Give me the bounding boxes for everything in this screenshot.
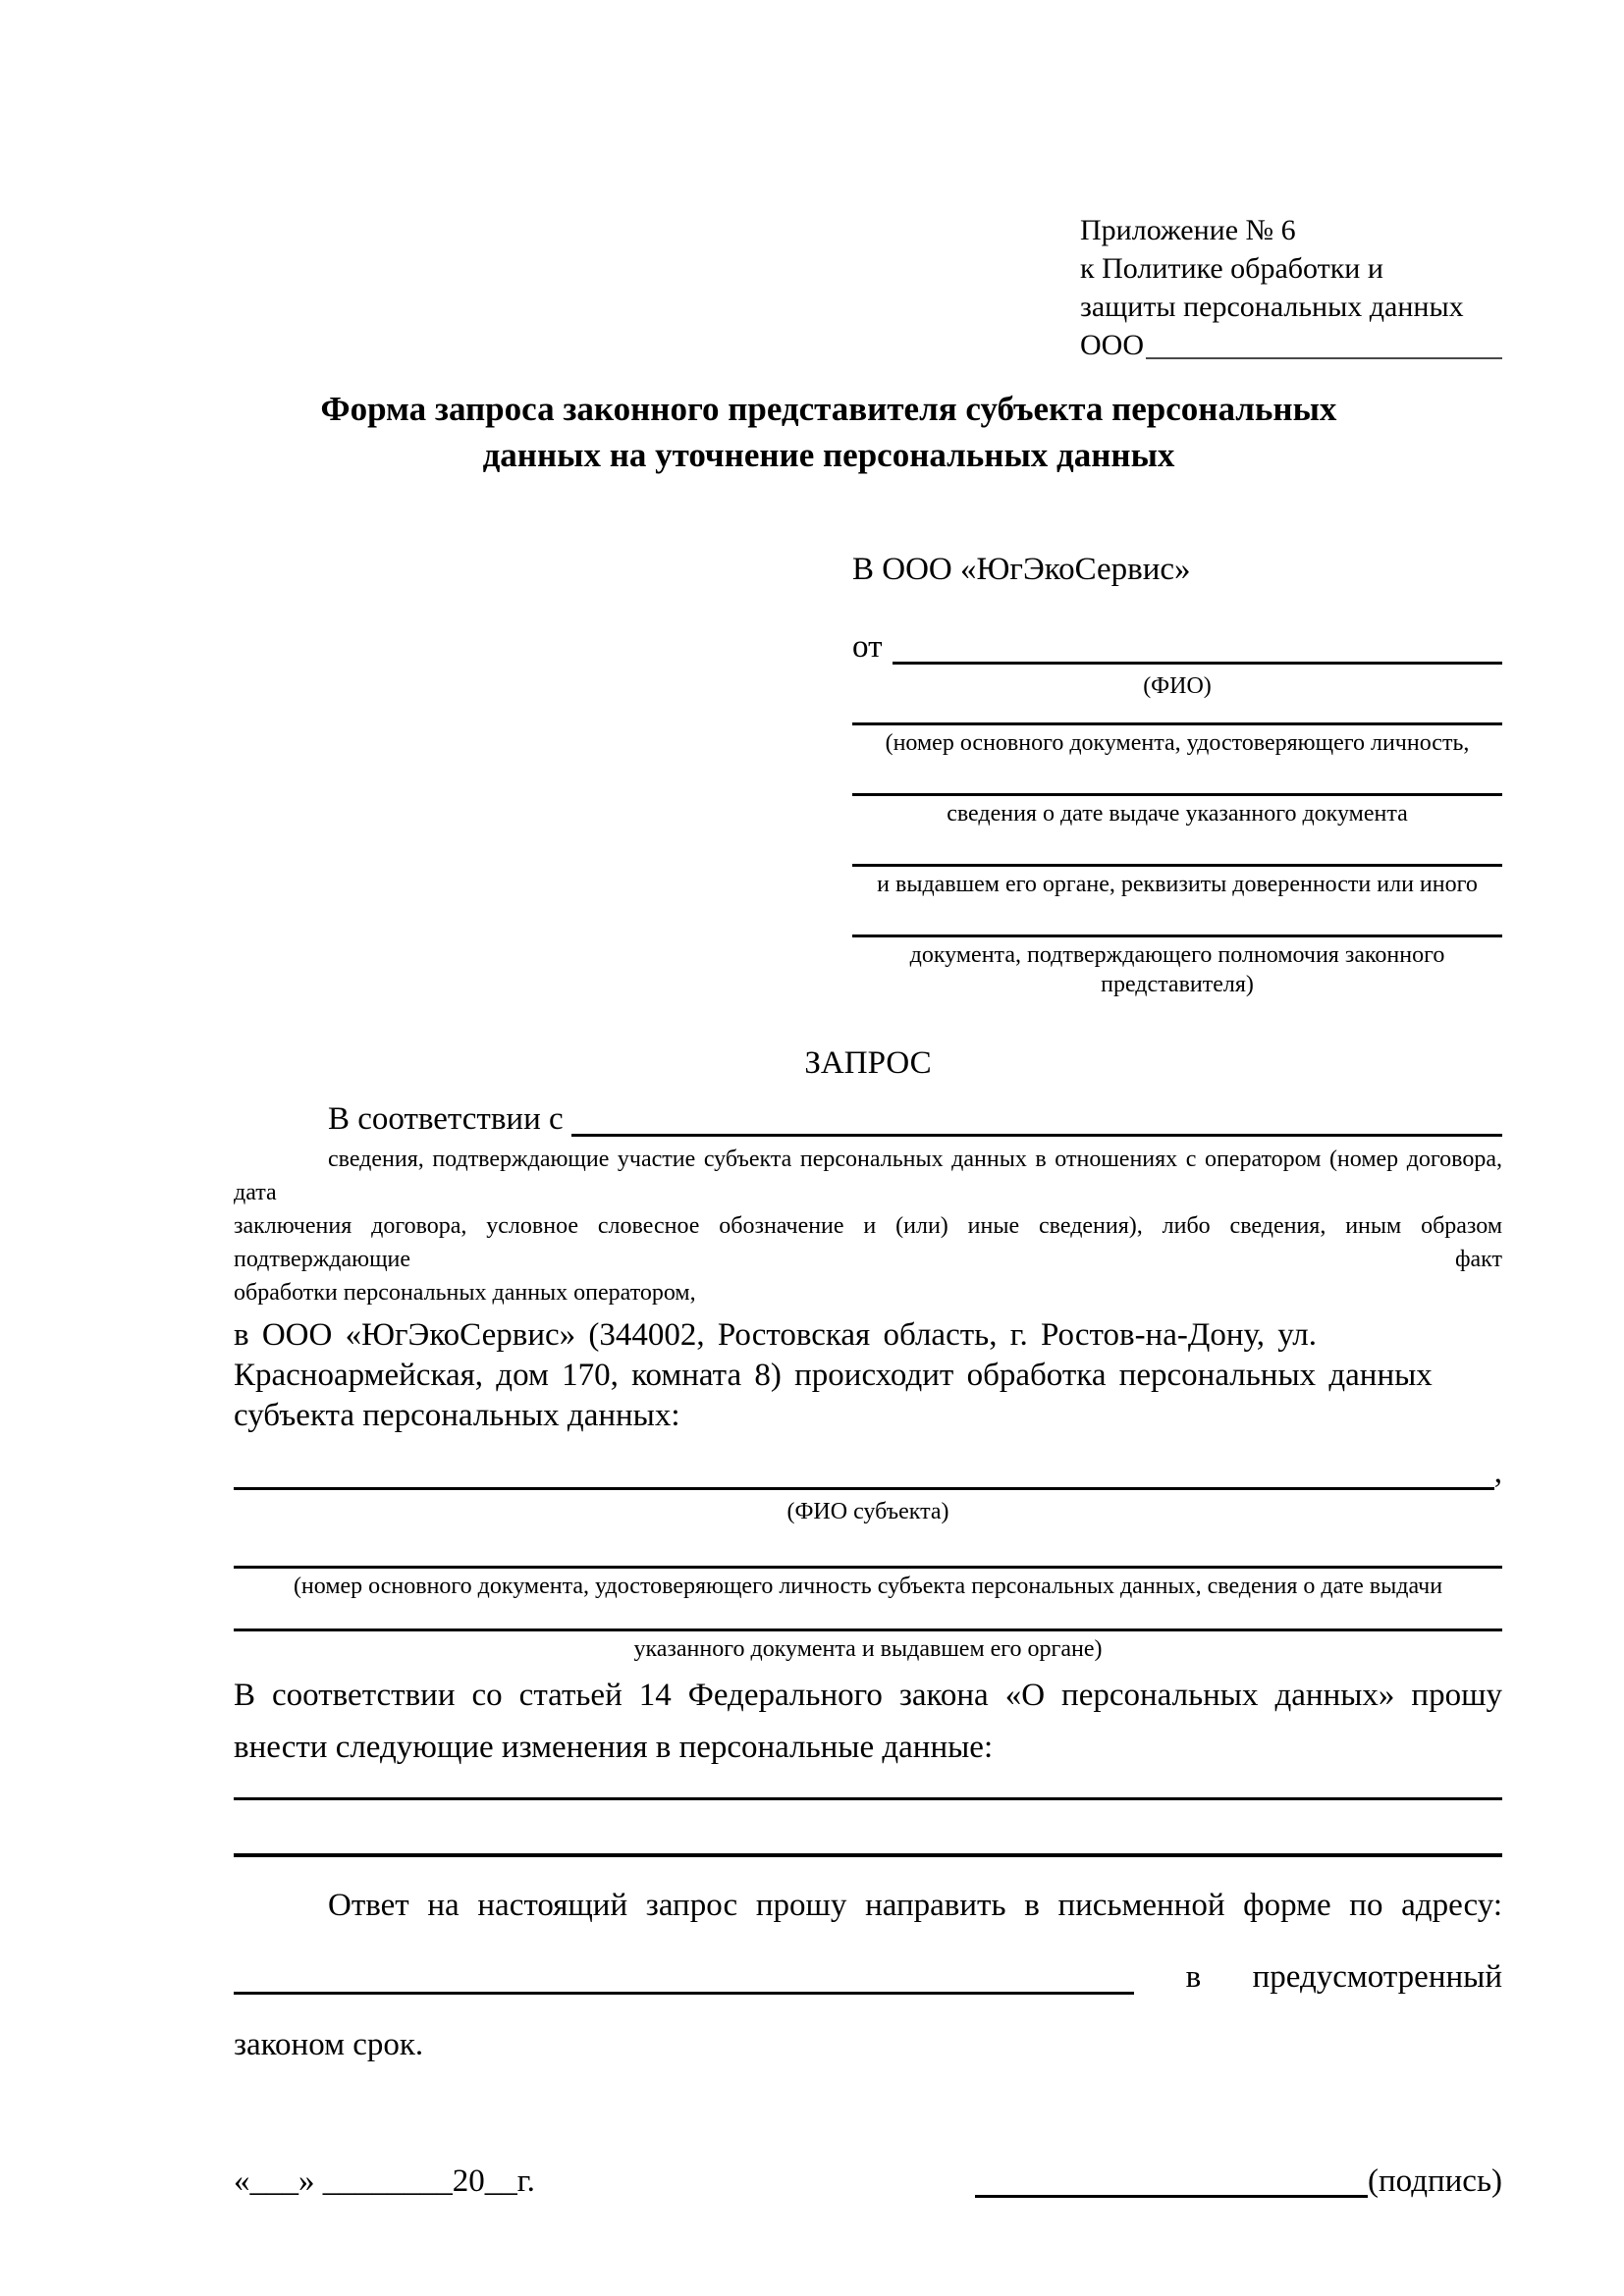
intro-blank-line (571, 1134, 1502, 1137)
appendix-block (1080, 211, 1502, 364)
request-heading: ЗАПРОС (804, 1045, 932, 1081)
fio-caption: (ФИО) (1143, 673, 1212, 699)
subject-fio-row (234, 1452, 1502, 1494)
signature-area (975, 2161, 1502, 2203)
date-blank-line: «___» ________20__г. (234, 2163, 535, 2199)
representative-doc-field-4 (852, 934, 1502, 999)
footnote-line: заключения договора, условное словесное обозначение и (или) иные сведения), либо сведения, иным образом подтверждающие факт (234, 1213, 1502, 1272)
field-blank-line (234, 1566, 1502, 1569)
from-row (852, 626, 1502, 668)
amendment-paragraph (234, 1670, 1502, 1774)
field-blank-line (234, 1629, 1502, 1631)
field-blank-line (852, 864, 1502, 867)
signature-caption: (подпись) (1368, 2163, 1502, 2199)
intro-row (234, 1098, 1502, 1141)
operator-paragraph-line: Красноармейская, дом 170, комната 8) происходит обработка персональных данных (234, 1358, 1433, 1393)
operator-paragraph (234, 1315, 1502, 1436)
representative-doc-field-1 (852, 722, 1502, 758)
date-signature-row (234, 2161, 1502, 2203)
amendment-paragraph-line: внести следующие изменения в персональные данные: (234, 1730, 994, 1765)
field-caption: сведения о дате выдаче указанного документа (947, 801, 1408, 827)
company-prefix-label: ООО (1080, 329, 1144, 361)
addressee-organization: В ООО «ЮгЭкоСервис» (852, 552, 1191, 587)
footnote-line: сведения, подтверждающие участие субъекта персональных данных в отношениях с оператором (номер договора, дата (234, 1147, 1502, 1205)
company-name-blank-line (1146, 357, 1502, 359)
field-caption: и выдавшем его органе, реквизиты доверенности или иного (877, 872, 1478, 897)
operator-paragraph-line: субъекта персональных данных: (234, 1398, 680, 1433)
reply-word-provided: предусмотренный (1252, 1959, 1502, 1995)
signature-blank-line (975, 2195, 1368, 2198)
intro-prefix: В соответствии с (328, 1101, 564, 1137)
appendix-policy-line2: защиты персональных данных (1080, 291, 1464, 323)
reply-line1: Ответ на настоящий запрос прошу направить в письменной форме по адресу: (328, 1888, 1502, 1923)
subject-fio-blank-line (234, 1487, 1494, 1490)
document-title (234, 386, 1502, 478)
field-blank-line (852, 722, 1502, 725)
representative-doc-field-3 (852, 864, 1502, 899)
footnote-line: обработки персональных данных оператором, (234, 1280, 696, 1306)
appendix-policy-line1: к Политике обработки и (1080, 252, 1383, 285)
field-caption: документа, подтверждающего полномочия законного представителя) (909, 942, 1445, 997)
document-title-line2: данных на уточнение персональных данных (482, 436, 1175, 474)
company-name-row (1080, 326, 1502, 364)
from-label: от (852, 629, 883, 665)
reply-address-row (234, 1956, 1502, 1999)
subject-comma: , (1493, 1455, 1502, 1490)
operator-paragraph-line: в ООО «ЮгЭкоСервис» (344002, Ростовская область, г. Ростов-на-Дону, ул. (234, 1317, 1317, 1353)
field-caption: указанного документа и выдавшем его органе) (633, 1636, 1103, 1662)
changes-blank-line-2 (234, 1853, 1502, 1857)
reply-line3: законом срок. (234, 2027, 424, 2062)
subject-doc-field-2 (234, 1629, 1502, 1664)
reply-paragraph (234, 1885, 1502, 2066)
subject-fio-caption: (ФИО субъекта) (786, 1499, 949, 1524)
intro-footnote (234, 1143, 1502, 1309)
reply-word-in: в (1185, 1959, 1202, 1995)
field-caption: (номер основного документа, удостоверяющего личность, (885, 730, 1470, 756)
addressee-block (852, 549, 1502, 999)
subject-doc-field-1 (234, 1566, 1502, 1601)
representative-doc-field-2 (852, 793, 1502, 828)
field-blank-line (852, 934, 1502, 937)
reply-address-blank-line (234, 1992, 1134, 1995)
from-name-blank-line (893, 662, 1503, 665)
field-caption: (номер основного документа, удостоверяющего личность субъекта персональных данных, сведения о дате выдачи (293, 1574, 1443, 1599)
amendment-paragraph-line: В соответствии со статьей 14 Федерального закона «О персональных данных» прошу (234, 1678, 1502, 1713)
changes-blank-line-1 (234, 1797, 1502, 1800)
document-title-line1: Форма запроса законного представителя субъекта персональных (320, 390, 1337, 428)
appendix-number: Приложение № 6 (1080, 214, 1296, 246)
field-blank-line (852, 793, 1502, 796)
